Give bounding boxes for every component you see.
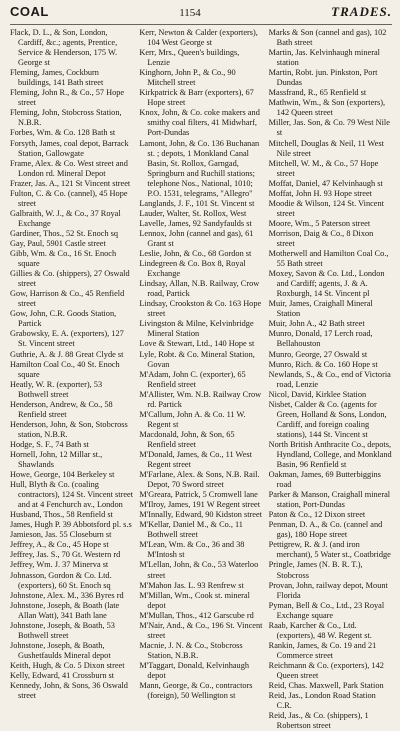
directory-entry: Lennox, John (cannel and gas), 61 Grant st — [139, 228, 254, 248]
page-header — [10, 4, 392, 25]
directory-entry: Forsyth, James, coal depot, Barrack Station, Gallowgate — [10, 138, 129, 158]
directory-entry: Johnstone, Alex. M., 336 Byres rd — [10, 590, 124, 600]
directory-entry: Moffat, Daniel, 47 Kelvinhaugh st — [268, 178, 383, 188]
directory-entry: Macdonald, John, & Son, 65 Renfield street — [139, 429, 235, 449]
directory-entry: M'Nair, And., & Co., 196 St. Vincent street — [139, 620, 263, 640]
directory-entry: Johnstone, Joseph, & Boath, Gushetfaulds Mineral depot — [10, 640, 111, 660]
directory-entry: M'Mahon Jas. L. 93 Renfrew st — [139, 580, 244, 590]
directory-entry: Mann, George, & Co., contractors (foreign), 50 Wellington st — [139, 681, 253, 701]
directory-entry: Oakman, James, 69 Butterbiggins road — [268, 470, 381, 490]
directory-entry: Kinghorn, John P., & Co., 90 Mitchell street — [139, 68, 236, 88]
directory-entry: Howe, George, 104 Berkeley st — [10, 470, 115, 480]
directory-entry: Gay, Paul, 5901 Castle street — [10, 238, 106, 248]
directory-entry: Fulton, C. & Co. (cannel), 45 Hope street — [10, 188, 128, 208]
directory-entry: James, Hugh P. 39 Abbotsford pl. s.s — [10, 520, 132, 530]
directory-entry: Keith, Hugh, & Co. 5 Dixon street — [10, 660, 125, 670]
directory-entry: M'Callum, John A. & Co. 11 W. Regent st — [139, 409, 246, 429]
directory-entry: Livingston & Milne, Kelvinbridge Mineral Station — [139, 319, 254, 339]
header-page-number: 1154 — [179, 7, 201, 19]
directory-entry: Penman, D. A., & Co. (cannel and gas), 180 Hope street — [268, 520, 383, 540]
directory-entry: Heatly, W. R. (exporter), 53 Bothwell street — [10, 379, 103, 399]
directory-entry: Rankin, James, & Co. 19 and 21 Commerce street — [268, 640, 377, 660]
directory-entry: Kelly, Edward, 41 Crossburn st — [10, 671, 115, 680]
directory-entry: Johnasson, Gordon & Co. Ltd. (exporters), 60 St. Enoch sq — [10, 570, 112, 590]
directory-entry: Macnie, J. N. & Co., Stobcross Station, N.B.R. — [139, 640, 243, 660]
directory-entry: Martin, Robt. jun. Pinkston, Port Dundas — [268, 68, 378, 88]
directory-entry: M'Donald, James, & Co., 11 West Regent street — [139, 449, 252, 470]
directory-entry: Hull, Blyth & Co. (coaling contractors), 124 St. Vincent street and at 4 Fenchurch av., London — [10, 480, 134, 510]
directory-columns — [10, 28, 392, 731]
directory-entry: Lindsay, Crookston & Co. 163 Hope street — [139, 299, 262, 319]
directory-entry: Marks & Son (cannel and gas), 102 Bath street — [268, 28, 387, 48]
directory-entry: Pyman, Bell & Co., Ltd., 23 Royal Exchange square — [268, 600, 385, 620]
directory-entry: Moore, Wm., 5 Paterson street — [268, 218, 371, 228]
directory-entry: Miller, Jas. Son, & Co. 79 West Nile st — [268, 118, 390, 138]
directory-entry: Lindegreen & Co. Box 8, Royal Exchange — [139, 259, 246, 279]
directory-entry: Newlands, S., & Co., end of Victoria road, Lenzie — [268, 369, 391, 389]
directory-entry: Fleming, James, Cockburn buildings, 141 Bath street — [10, 68, 104, 88]
directory-entry: Kennedy, John, & Sons, 36 Oswald street — [10, 681, 128, 701]
directory-entry: Guthrie, A. & J. 88 Great Clyde st — [10, 349, 124, 359]
directory-entry: Gardiner, Thos., 52 St. Enoch sq — [10, 228, 119, 238]
directory-entry: Lindsay, Allan, N.B. Railway, Crow road, Partick — [139, 279, 260, 299]
directory-entry: Johnstone, Joseph, & Boath (late Allan Watt), 341 Bath lane — [10, 600, 120, 620]
directory-entry: Munro, Donald, 17 Lerch road, Bellahouston — [268, 329, 373, 349]
directory-entry: Pringle, James (N. B. R. T.), Stobcross — [268, 560, 363, 580]
directory-entry: Husband, Thos., 58 Renfield st — [10, 510, 113, 520]
directory-entry: M'Lellan, John, & Co., 53 Waterloo street — [139, 560, 259, 580]
directory-entry: Frazer, Jas. A., 121 St Vincent street — [10, 178, 131, 188]
directory-entry: Muir, James, Craighall Mineral Station — [268, 299, 373, 319]
directory-entry: Motherwell and Hamilton Coal Co., 55 Bath street — [268, 249, 389, 269]
directory-entry: Parker & Manson, Craighall mineral station, Port-Dundas — [268, 490, 391, 510]
directory-entry: M'Lean, Wm. & Co., 36 and 38 M'Intosh st — [139, 540, 245, 560]
directory-entry: Massfrand, R., 65 Renfield st — [268, 88, 367, 98]
directory-entry: Lamont, John, & Co. 136 Buchanan st. ; depots, 1 Monkland Canal Basin, St. Rollox, Garngad, Springburn and Ruchill stations; telephone Nos., National, 1010; P.O. 1531, telegrams, "Allegro" — [139, 138, 260, 198]
directory-entry: Raab, Karcher & Co., Ltd. (exporters), 48 W. Regent st. — [268, 620, 372, 640]
header-section-title: COAL — [10, 4, 49, 19]
directory-entry: Hornell, John, 12 Millar st., Shawlands — [10, 449, 103, 470]
directory-column-1 — [10, 28, 133, 731]
directory-entry: Flack, D. L., & Son, London, Cardiff, &c.; agents, Prentice, Service & Henderson, 175 W. George st — [10, 28, 118, 68]
directory-entry: Hamilton Coal Co., 40 St. Enoch square — [10, 359, 120, 379]
directory-entry: Lauder, Walter, St. Rollox, West — [139, 208, 247, 218]
directory-entry: Langlands, J. F., 101 St. Vincent st — [139, 198, 255, 208]
directory-entry: Moxey, Savon & Co. Ltd., London and Cardiff; agents, J. & A. Roxburgh, 14 St. Vincent pl — [268, 269, 385, 299]
directory-entry: Jamieson, Jas. 55 Closeburn st — [10, 530, 112, 540]
directory-entry: Love & Stewart, Ltd., 140 Hope st — [139, 339, 255, 349]
directory-entry: M'Allister, Wm. N.B. Railway Crow rd. Partick — [139, 389, 262, 409]
directory-entry: Kerr, Newton & Calder (exporters), 104 West George st — [139, 28, 258, 48]
directory-entry: Henderson, John, & Son, Stobcross station, N.B.R. — [10, 419, 128, 439]
directory-entry: Gow, John, C.R. Goods Station, Partick — [10, 309, 117, 329]
directory-entry: M'Ilroy, James, 191 W Regent street — [139, 500, 261, 510]
directory-entry: Paton & Co., 12 Dixon street — [268, 510, 366, 520]
directory-entry: Lavelle, James, 92 Sandyfaulds st — [139, 218, 252, 228]
directory-entry: Gillies & Co. (shippers), 27 Oswald street — [10, 269, 130, 289]
directory-entry: Munro, Rich. & Co. 160 Hope st — [268, 359, 378, 369]
directory-entry: Reid, Chas. Maxwell, Park Station — [268, 681, 384, 691]
directory-column-2 — [139, 28, 262, 731]
directory-entry: M'Farlane, Alex. & Sons, N.B. Rail. Depot, 70 Sword street — [139, 470, 260, 490]
directory-entry: Martin, Jas. Kelvinhaugh mineral station — [268, 48, 380, 68]
directory-entry: Nicol, David, Kirklee Station — [268, 389, 367, 399]
directory-entry: M'Greara, Patrick, 5 Cromwell lane — [139, 490, 258, 500]
directory-entry: M'Kellar, Daniel M., & Co., 11 Bothwell street — [139, 520, 243, 540]
directory-entry: Jeffrey, Wm. J. 37 Minerva st — [10, 560, 109, 570]
directory-entry: Pettigrew, R. & J. (and iron merchant), 5 Water st., Coatbridge — [268, 540, 391, 560]
header-category-title: TRADES. — [331, 4, 392, 19]
directory-entry: Lyle, Robt. & Co. Mineral Station, Govan — [139, 349, 255, 369]
directory-entry: Jeffrey, Jas. S., 70 Gt. Western rd — [10, 550, 121, 560]
directory-entry: Munro, George, 27 Oswald st — [268, 349, 368, 359]
directory-entry: Mathwin, Wm., & Son (exporters), 142 Queen street — [268, 98, 386, 118]
directory-entry: Kirkpatrick & Barr (exporters), 67 Hope street — [139, 88, 254, 108]
directory-entry: Gibb, Wm. & Co., 16 St. Enoch square — [10, 249, 117, 269]
directory-entry: Frame, Alex. & Co. West street and London rd. Mineral Depot — [10, 158, 128, 178]
directory-entry: Fleming, John, Stobcross Station, N.B.R. — [10, 108, 122, 128]
directory-entry: M'Innally, Edward, 90 Kidston street — [139, 510, 262, 520]
directory-entry: Muir, John A., 42 Bath street — [268, 319, 365, 329]
directory-entry: M'Millan, Wm., Cook st. mineral depot — [139, 590, 250, 610]
directory-entry: Henderson, Andrew, & Co., 58 Renfield street — [10, 399, 113, 419]
directory-entry: Jeffrey, A., & Co., 45 Hope st — [10, 540, 109, 550]
directory-entry: Leslie, John, & Co., 68 Gordon st — [139, 249, 252, 259]
directory-entry: Mitchell, W. M., & Co., 57 Hope street — [268, 158, 379, 178]
directory-entry: M'Taggart, Donald, Kelvinhaugh depot — [139, 660, 249, 680]
directory-entry: Gow, Harrison & Co., 45 Renfield street — [10, 289, 125, 309]
directory-entry: Knox, John, & Co. coke makers and smithy coal filters, 41 Midwharf, Port-Dundas — [139, 108, 260, 138]
directory-entry: Mitchell, Douglas & Neil, 11 West Nile street — [268, 138, 384, 158]
directory-entry: Reid, Jas., & Co. (shippers), 1 Robertson street — [268, 711, 369, 731]
directory-entry: Moodie & Wilson, 124 St. Vincent street — [268, 198, 384, 218]
directory-entry: Galbraith, W. J., & Co., 37 Royal Exchange — [10, 208, 121, 228]
directory-entry: Morrison, Daig & Co., 8 Dixon street — [268, 228, 374, 248]
directory-entry: Reid, Jas., London Road Station C.R. — [268, 691, 376, 711]
directory-entry: Forbes, Wm. & Co. 128 Bath st — [10, 128, 116, 138]
directory-entry: Nisbet, Calder & Co. (agents for Green, Holland & Sons, London, Cardiff, and foreign coaling stations), 144 St. Vincent st — [268, 399, 387, 439]
directory-column-3 — [269, 28, 392, 731]
directory-entry: Kerr, Mrs., Queen's buildings, Lenzie — [139, 48, 240, 68]
directory-entry: M'Mullan, Thos., 412 Garscube rd — [139, 610, 254, 620]
directory-entry: Johnstone, Joseph, & Boath, 53 Bothwell street — [10, 620, 115, 640]
directory-entry: Provan, John, railway depot, Mount Florida — [268, 580, 388, 600]
directory-entry: Fleming, John R., & Co., 57 Hope street — [10, 88, 125, 108]
directory-entry: Grabowsky, E. A. (exporters), 127 St. Vincent street — [10, 329, 124, 349]
directory-entry: Reichmann & Co. (exporters), 142 Queen street — [268, 660, 384, 680]
directory-entry: North British Anthracite Co., depots, Hyndland, College, and Monkland Basin, 96 Renfield st — [268, 439, 392, 470]
directory-entry: M'Adam, John C. (exporter), 65 Renfield street — [139, 369, 246, 389]
directory-entry: Hodge, S. F., 74 Bath st — [10, 439, 89, 449]
directory-entry: Moffat, John H. 93 Hope street — [268, 188, 372, 198]
